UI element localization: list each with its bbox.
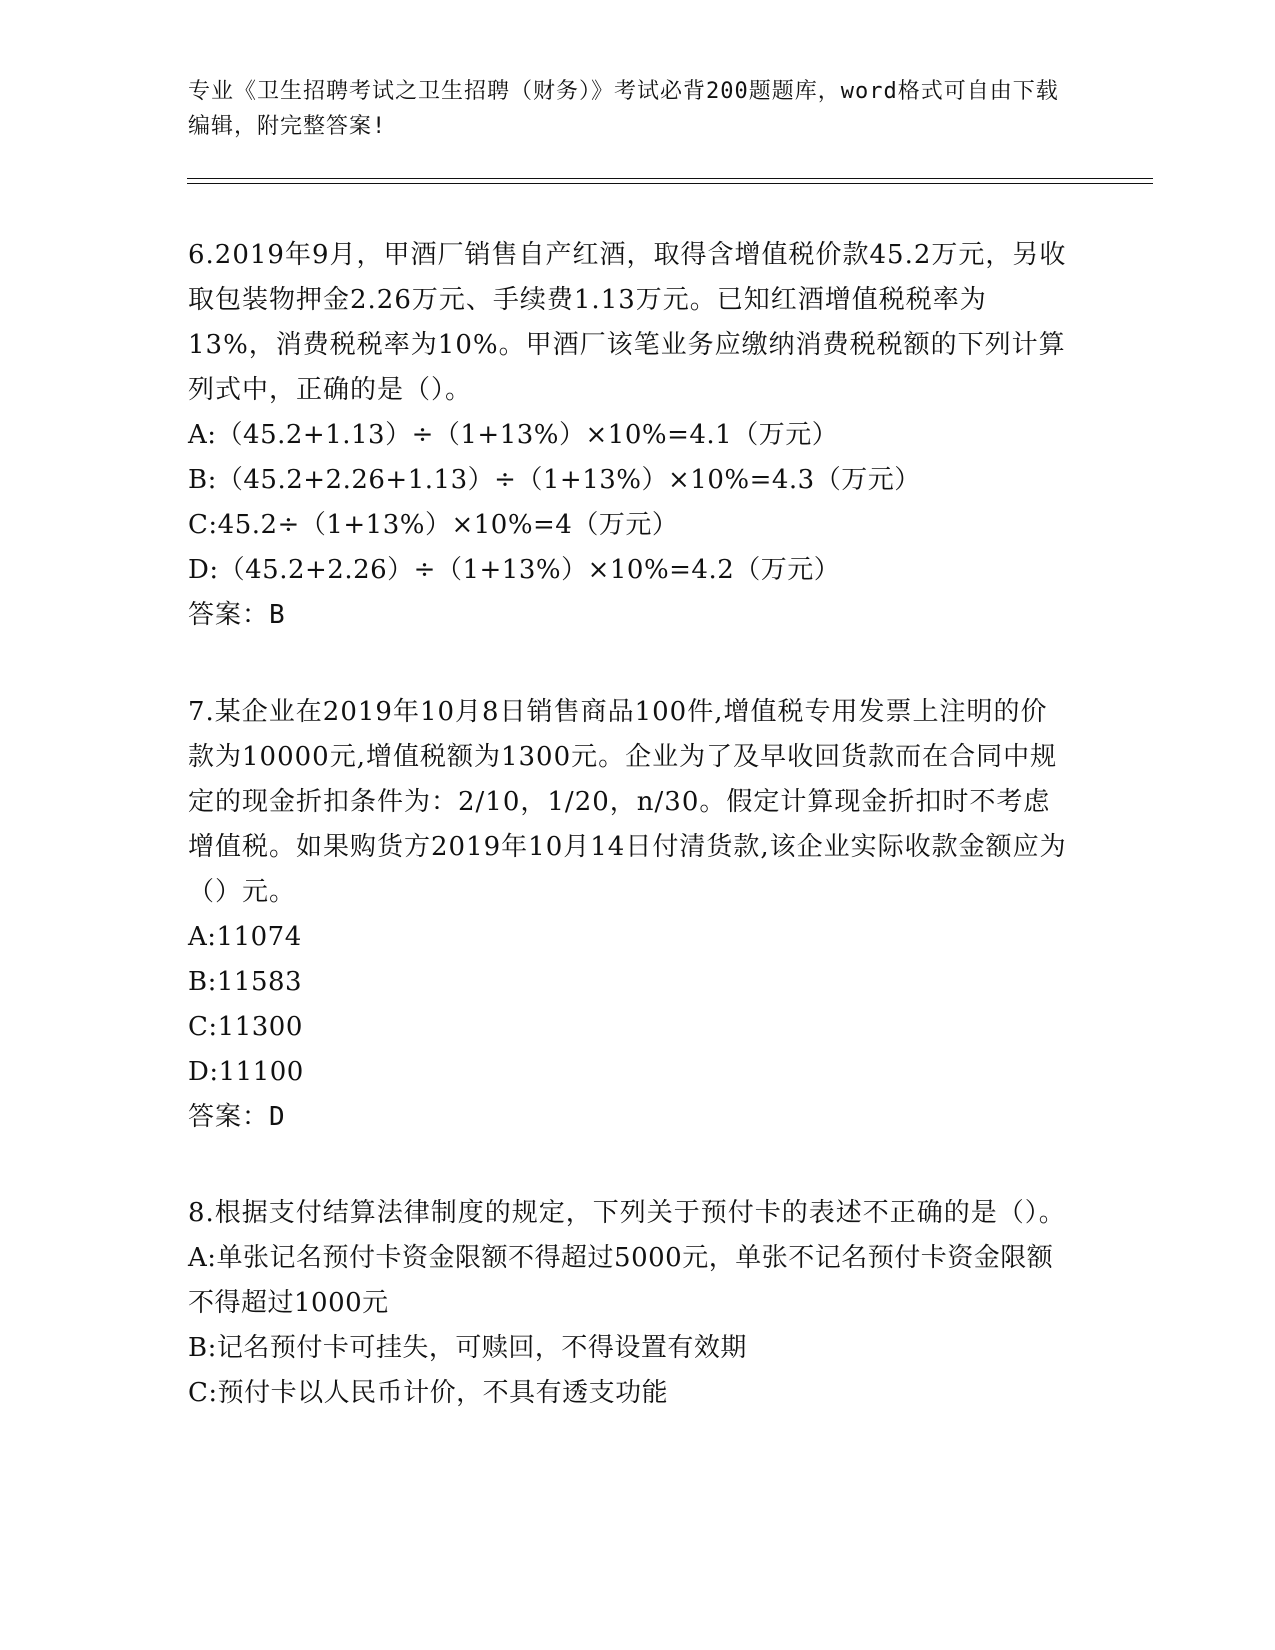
option-a: A:单张记名预付卡资金限额不得超过5000元，单张不记名预付卡资金限额不得超过1000元: [188, 1243, 1054, 1318]
option-c: C:45.2÷（1+13%）×10%=4（万元）: [188, 510, 679, 540]
answer-line: 答案：D: [188, 1102, 286, 1132]
header-divider-top: [187, 178, 1153, 179]
question-stem: 8.根据支付结算法律制度的规定，下列关于预付卡的表述不正确的是（）。: [188, 1198, 1066, 1228]
question-stem: 7.某企业在2019年10月8日销售商品100件,增值税专用发票上注明的价款为10000元,增值税额为1300元。企业为了及早收回货款而在合同中规定的现金折扣条件为：2/10，1/20，n/30。假定计算现金折扣时不考虑增值税。如果购货方2019年10月14日付清货款,该企业实际收款金额应为（）元。: [188, 697, 1067, 907]
option-b: B:（45.2+2.26+1.13）÷（1+13%）×10%=4.3（万元）: [188, 465, 921, 495]
document-header: 专业《卫生招聘考试之卫生招聘（财务）》考试必背200题题库，word格式可自由下载编辑，附完整答案!: [188, 79, 1059, 139]
question-6: [188, 233, 1068, 638]
option-b: B:11583: [188, 967, 303, 997]
option-d: D:11100: [188, 1057, 304, 1087]
option-c: C:预付卡以人民币计价，不具有透支功能: [188, 1378, 669, 1408]
option-c: C:11300: [188, 1012, 303, 1042]
question-stem: 6.2019年9月，甲酒厂销售自产红酒，取得含增值税价款45.2万元，另收取包装物押金2.26万元、手续费1.13万元。已知红酒增值税税率为13%，消费税税率为10%。甲酒厂该笔业务应缴纳消费税税额的下列计算列式中，正确的是（）。: [188, 240, 1067, 405]
answer-line: 答案：B: [188, 600, 286, 630]
option-b: B:记名预付卡可挂失，可赎回，不得设置有效期: [188, 1333, 747, 1363]
question-7: [188, 690, 1068, 1140]
option-a: A:11074: [188, 922, 302, 952]
option-d: D:（45.2+2.26）÷（1+13%）×10%=4.2（万元）: [188, 555, 841, 585]
option-a: A:（45.2+1.13）÷（1+13%）×10%=4.1（万元）: [188, 420, 839, 450]
header-divider-bottom: [187, 183, 1153, 184]
question-8: [188, 1191, 1068, 1416]
